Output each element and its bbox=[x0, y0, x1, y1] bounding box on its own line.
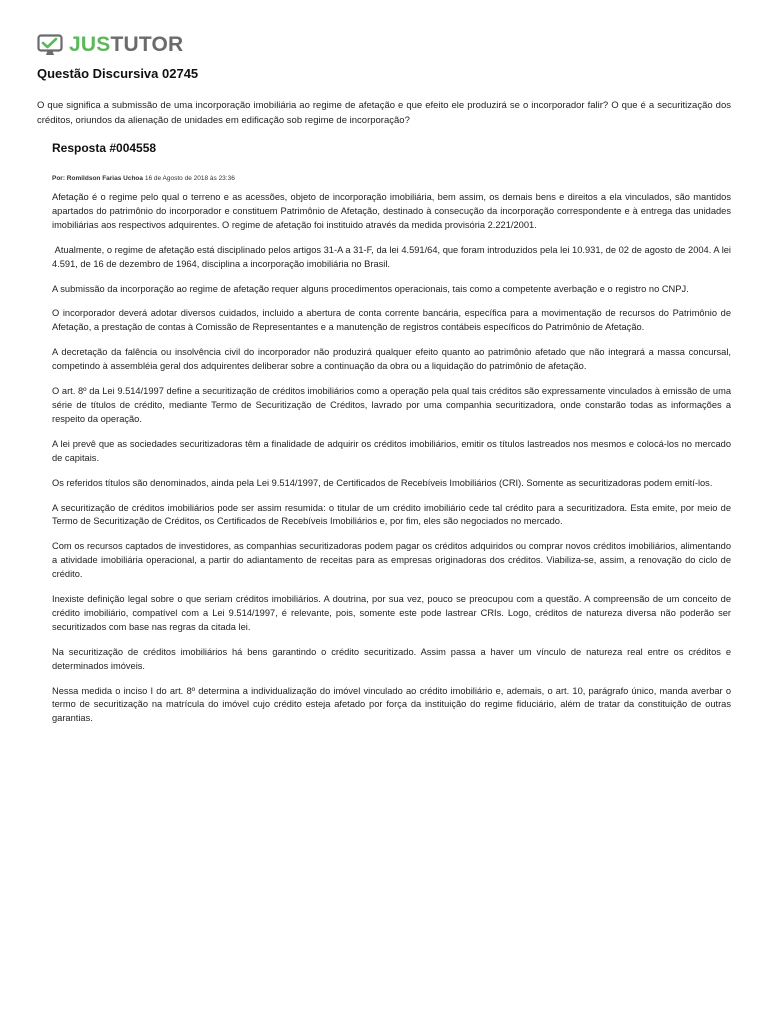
question-text: O que significa a submissão de uma incorporação imobiliária ao regime de afetação e que efeito ele produzirá se o incorporador falir? O que é a securitização dos créditos, oriundos da alienação de unidades em edificação sob regime de incorporação? bbox=[37, 100, 731, 126]
answer-meta bbox=[52, 175, 731, 183]
answer-date: 16 de Agosto de 2018 às 23:36 bbox=[144, 175, 235, 182]
logo-tutor-text: TUTOR bbox=[110, 33, 184, 56]
answer-paragraph: Os referidos títulos são denominados, ainda pela Lei 9.514/1997, de Certificados de Recebíveis Imobiliários (CRI). Somente as securitizadoras podem emití-los. bbox=[52, 477, 713, 488]
answer-paragraph: A submissão da incorporação ao regime de afetação requer alguns procedimentos operacionais, tais como a competente averbação e o registro no CNPJ. bbox=[52, 283, 689, 294]
answer-author: Por: Romildson Farias Uchoa bbox=[52, 175, 144, 182]
answer-paragraph: Afetação é o regime pelo qual o terreno e as acessões, objeto de incorporação imobiliária, bem assim, os demais bens e direitos a ela vinculados, são mantidos apartados do patrimônio do incorporador e constituem Patrimônio de Afetação, destinado à consecução da incorporação correspondente e à entrega das unidades imobiliárias aos respectivos adquirentes. O regime de afetação foi instituido através da medida provisória 2.221/2001. bbox=[52, 192, 731, 230]
answer-paragraph: A lei prevê que as sociedades securitizadoras têm a finalidade de adquirir os créditos imobiliários, emitir os títulos lastreados nos mesmos e colocá-los no mercado de capitais. bbox=[52, 438, 731, 463]
logo-jus-text: JUS bbox=[69, 33, 111, 56]
answer-paragraph: Com os recursos captados de investidores, as companhias securitizadoras podem pagar os créditos adquiridos ou comprar novos créditos imobiliários, alimentando a atividade imobiliária operacional, a partir do adiantamento de receitas para as empresas originadoras dos créditos. Viabiliza-se, assim, a renovação do ciclo de crédito. bbox=[52, 541, 731, 580]
answer-paragraph: Nessa medida o inciso I do art. 8º determina a individualização do imóvel vinculado ao crédito imobiliário e, ademais, o art. 10, parágrafo único, manda averbar o termo de securitização na matrícula do imóvel cujo crédito esteja afetado por força da instituição do regime fiduciário, além de tratar da constituição de outras garantias. bbox=[52, 685, 731, 724]
answer-paragraph: A securitização de créditos imobiliários pode ser assim resumida: o titular de um crédito imobiliário cede tal crédito para a securitizadora. Esta emite, por meio de Termo de Securitização de Créditos, os Certificados de Recebíveis Imobiliários e, por fim, eles são negociados no mercado. bbox=[52, 502, 731, 527]
monitor-check-icon bbox=[37, 34, 63, 56]
answer-paragraph: Inexiste definição legal sobre o que seriam créditos imobiliários. A doutrina, por sua vez, pouco se preocupou com a questão. A compreensão de um conceito de crédito imobiliário, compatível com a Lei 9.514/1997, é relevante, pois, somente este pode lastrear CRIs. Logo, créditos de natureza diversa não poderão ser securitizados com base nas regras da citada lei. bbox=[52, 594, 731, 632]
answer-title: Resposta #004558 bbox=[52, 141, 157, 155]
answer-section bbox=[52, 140, 734, 737]
answer-paragraph: O incorporador deverá adotar diversos cuidados, incluido a abertura de conta corrente bancária, específica para a movimentação de recursos do Patrimônio de Afetação, a prestação de contas à Comissão de Representantes e a manutenção de registros contábeis específicos do Patrimônio de Afetação. bbox=[52, 308, 731, 333]
answer-paragraph: Atualmente, o regime de afetação está disciplinado pelos artigos 31-A a 31-F, da lei 4.591/64, que foram introduzidos pela lei 10.931, de 02 de agosto de 2004. A lei 4.591, de 16 de dezembro de 1964, disciplina a incorporação imobiliária no Brasil. bbox=[52, 244, 734, 269]
answer-paragraph: O art. 8º da Lei 9.514/1997 define a securitização de créditos imobiliários como a operação pela qual tais créditos são expressamente vinculados à emissão de uma série de títulos de crédito, mediante Termo de Securitização de Créditos, lavrado por uma companhia securitizadora, onde constarão todas as informações a respeito da operação. bbox=[52, 386, 731, 424]
answer-paragraph: Na securitização de créditos imobiliários há bens garantindo o crédito securitizado. Assim passa a haver um vínculo de natureza real entre os créditos e determinados imóveis. bbox=[52, 646, 731, 671]
answer-paragraph: A decretação da falência ou insolvência civil do incorporador não produzirá qualquer efeito quanto ao patrimônio afetado que não integrará a massa concursal, competindo à assembléia geral dos adquirentes deliberar sobre a continuação da obra ou a liquidação do patrimônio de afetação. bbox=[52, 347, 731, 372]
answer-body bbox=[52, 191, 734, 726]
justutor-logo[interactable] bbox=[37, 34, 183, 56]
question-title: Questão Discursiva 02745 bbox=[37, 66, 199, 81]
logo-wordmark bbox=[69, 34, 183, 56]
